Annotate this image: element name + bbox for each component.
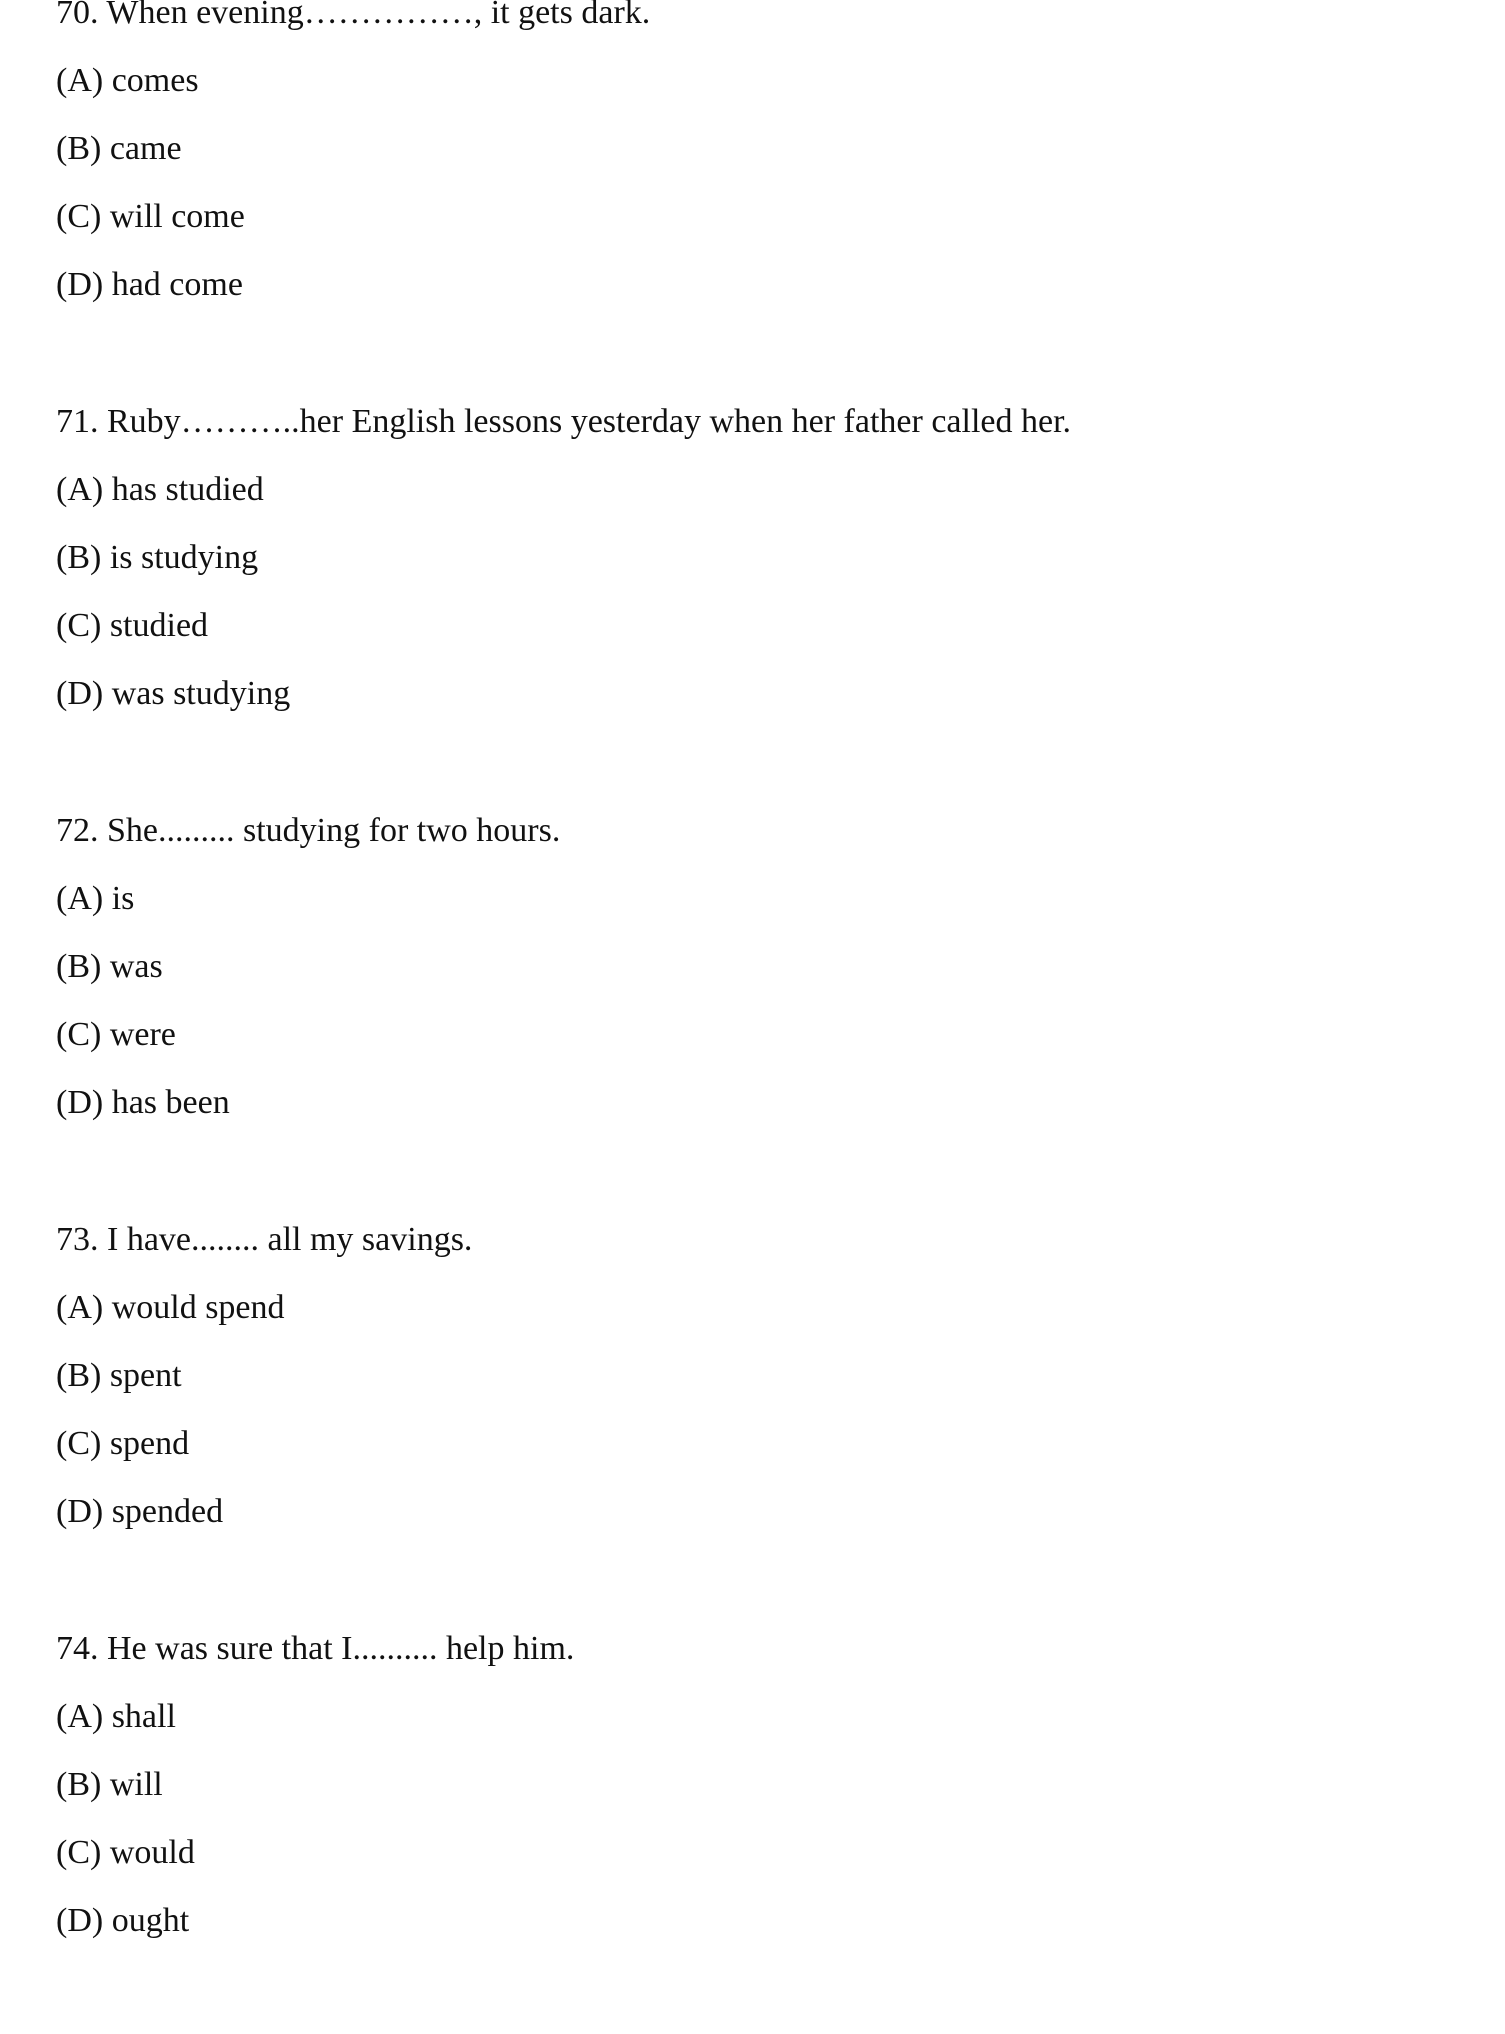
option-d: (D) was studying [56, 675, 291, 712]
option-b: (B) will [56, 1766, 163, 1803]
option-a: (A) is [56, 880, 135, 917]
question-text: 72. She......... studying for two hours. [56, 812, 561, 849]
option-c: (C) were [56, 1016, 176, 1053]
option-b: (B) is studying [56, 539, 259, 576]
question-text: 70. When evening……………, it gets dark. [56, 0, 651, 31]
question-73 [56, 1206, 1505, 1615]
option-d: (D) spended [56, 1493, 224, 1530]
question-text: 74. He was sure that I.......... help him. [56, 1630, 575, 1667]
question-text: 73. I have........ all my savings. [56, 1221, 473, 1258]
option-d: (D) had come [56, 266, 243, 303]
option-b: (B) was [56, 948, 163, 985]
document-page [56, 0, 1505, 2024]
option-a: (A) has studied [56, 471, 264, 508]
question-74 [56, 1615, 1505, 2024]
question-72 [56, 797, 1505, 1206]
question-71 [56, 388, 1505, 797]
option-d: (D) has been [56, 1084, 230, 1121]
question-70 [56, 0, 1505, 388]
question-text: 71. Ruby………..her English lessons yesterday when her father called her. [56, 403, 1072, 440]
option-c: (C) would [56, 1834, 195, 1871]
option-c: (C) will come [56, 198, 245, 235]
option-b: (B) came [56, 130, 182, 167]
option-a: (A) comes [56, 62, 199, 99]
option-a: (A) shall [56, 1698, 176, 1735]
option-a: (A) would spend [56, 1289, 285, 1326]
option-d: (D) ought [56, 1902, 190, 1939]
option-c: (C) studied [56, 607, 209, 644]
option-c: (C) spend [56, 1425, 190, 1462]
option-b: (B) spent [56, 1357, 182, 1394]
